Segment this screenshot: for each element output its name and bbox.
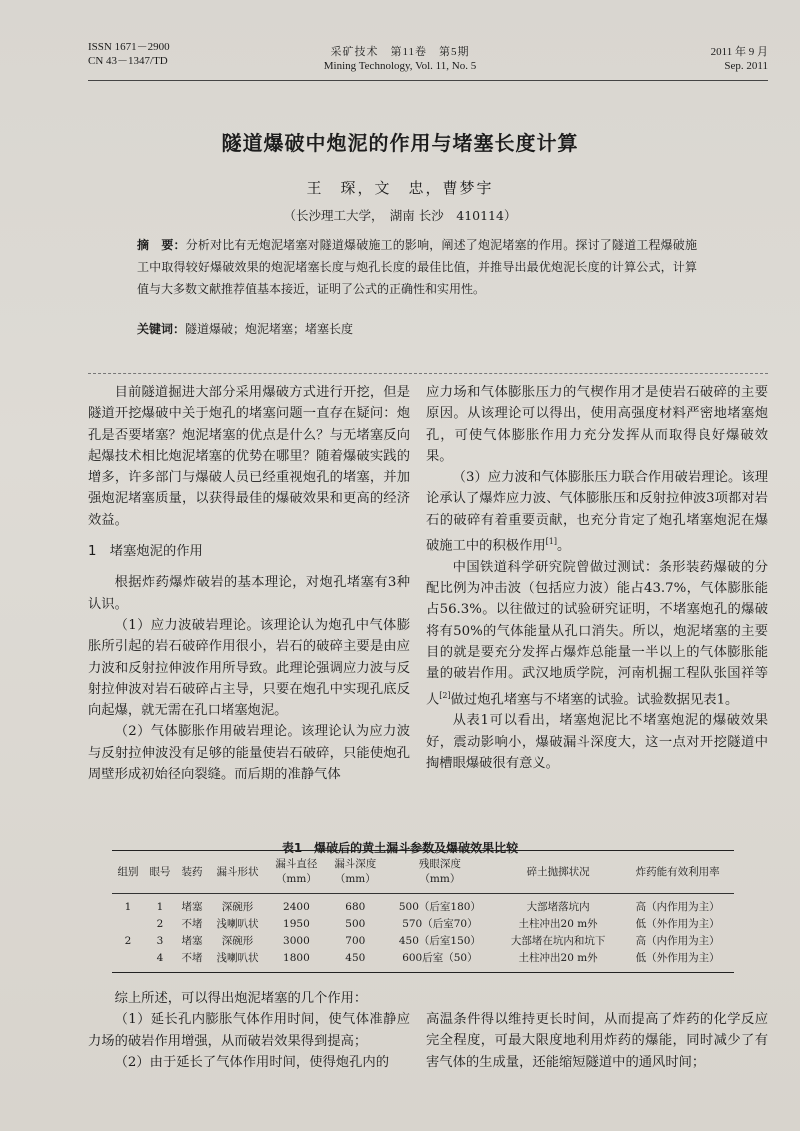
cell-residual: 600后室（50） bbox=[402, 952, 478, 964]
cell-efficiency: 高（内作用为主） bbox=[635, 901, 720, 913]
col-header-group: 组别 bbox=[112, 851, 144, 894]
paper-affiliation: （长沙理工大学， 湖南 长沙 410114） bbox=[283, 208, 517, 223]
abstract-text: 分析对比有无炮泥堵塞对隧道爆破施工的影响，阐述了炮泥堵塞的作用。探讨了隧道工程爆破施工中取得较好爆破效果的炮泥堵塞长度与炮孔长度的最佳比值，并推导出最优炮泥长度的计算公式，计算值与大多数文献推荐值基本接近，证明了公式的正确性和实用性。 bbox=[137, 238, 697, 296]
col-header-shape: 漏斗形状 bbox=[208, 851, 267, 894]
col-header-diameter-unit: （mm） bbox=[275, 873, 317, 885]
cell-throw: 大部堵在坑内和坑下 bbox=[510, 935, 606, 947]
cell-charge: 堵塞 bbox=[181, 901, 203, 913]
cell-depth: 700 bbox=[345, 935, 366, 947]
col-header-charge: 装药 bbox=[176, 851, 208, 894]
table-header-row bbox=[112, 851, 734, 894]
cell-diameter: 1800 bbox=[283, 952, 310, 964]
cell-efficiency: 低（外作用为主） bbox=[635, 952, 720, 964]
cell-hole: 3 bbox=[156, 935, 164, 947]
paragraph-text: 中国铁道科学研究院曾做过测试：条形装药爆破的分配比例为冲击波（包括应力波）能占43.7%，气体膨胀能占56.3%。以往做过的试验研究证明，不堵塞炮孔的爆破将有50%的气体能量从孔口消失。所以，炮泥堵塞的主要目的就是要充分发挥占爆炸总能量一半以上的气体膨胀能量的破岩作用。武汉地质学院，河南机掘工程队张国祥等人 bbox=[426, 559, 768, 707]
paragraph: 综上所述，可以得出炮泥堵塞的几个作用： bbox=[114, 991, 368, 1006]
paragraph: （2）由于延长了气体作用时间，使得炮孔内的 bbox=[114, 1054, 389, 1070]
cell-shape: 深碗形 bbox=[221, 901, 254, 913]
cell-hole: 2 bbox=[156, 918, 164, 930]
cell-throw: 大部堵落坑内 bbox=[526, 901, 590, 913]
paper-title: 隧道爆破中炮泥的作用与堵塞长度计算 bbox=[221, 131, 579, 155]
cell-diameter: 3000 bbox=[283, 935, 310, 947]
cell-charge: 堵塞 bbox=[181, 935, 203, 947]
col-header-throw: 碎土抛掷状况 bbox=[495, 851, 621, 894]
abstract-label: 摘 要： bbox=[137, 238, 186, 252]
data-table bbox=[112, 850, 734, 973]
bottom-right-column bbox=[426, 1009, 768, 1073]
cell-group: 1 bbox=[124, 901, 132, 913]
cell-hole: 1 bbox=[156, 901, 164, 913]
issn: ISSN 1671－2900 bbox=[88, 41, 170, 53]
keywords-text: 隧道爆破；炮泥堵塞；堵塞长度 bbox=[185, 322, 354, 336]
cell-diameter: 1950 bbox=[283, 918, 310, 930]
col-header-efficiency: 炸药能有效利用率 bbox=[621, 851, 734, 894]
paragraph-end: 做过炮孔堵塞与不堵塞的试验。试验数据见表1。 bbox=[450, 692, 739, 707]
cell-efficiency: 高（内作用为主） bbox=[635, 935, 720, 947]
date-block bbox=[660, 45, 768, 73]
col-header-diameter-label: 漏斗直径 bbox=[275, 858, 318, 870]
col-header-depth-label: 漏斗深度 bbox=[334, 858, 377, 870]
paragraph-text: （3）应力波和气体膨胀压力联合作用破岩理论。该理论承认了爆炸应力波、气体膨胀压和反射拉伸波3项都对岩石的破碎有着重要贡献，也充分肯定了炮孔堵塞炮泥在爆破施工中的积极作用 bbox=[426, 470, 768, 554]
bottom-left-column bbox=[88, 988, 410, 1073]
cell-shape: 浅喇叭状 bbox=[216, 918, 259, 930]
keywords-label: 关键词： bbox=[137, 322, 186, 336]
col-header-depth bbox=[326, 851, 385, 894]
paragraph: 从表1可以看出，堵塞炮泥比不堵塞炮泥的爆破效果好，震动影响小，爆破漏斗深度大，这一点对开挖隧道中掏槽眼爆破很有意义。 bbox=[426, 713, 768, 771]
cell-shape: 深碗形 bbox=[221, 935, 254, 947]
cell-charge: 不堵 bbox=[181, 918, 203, 930]
cell-group bbox=[112, 916, 144, 933]
paragraph: 高温条件得以维持更长时间，从而提高了炸药的化学反应完全程度，可最大限度地利用炸药的爆能，同时减少了有害气体的生成量，还能缩短隧道中的通风时间； bbox=[426, 1012, 768, 1070]
table-row bbox=[112, 950, 734, 973]
abstract bbox=[137, 234, 697, 300]
date-en: Sep. 2011 bbox=[724, 60, 768, 72]
table-row bbox=[112, 916, 734, 933]
table-row bbox=[112, 933, 734, 950]
cell-depth: 500 bbox=[345, 918, 366, 930]
abstract-separator bbox=[88, 373, 768, 374]
cell-residual: 450（后室150） bbox=[398, 935, 481, 947]
paragraph bbox=[426, 557, 768, 711]
paper-authors: 王 琛，文 忠，曹梦宇 bbox=[306, 179, 494, 197]
cell-diameter: 2400 bbox=[283, 901, 310, 913]
citation-ref[interactable]: [1] bbox=[545, 537, 558, 547]
cell-residual: 500（后室180） bbox=[398, 901, 481, 913]
paragraph bbox=[426, 467, 768, 557]
cell-group: 2 bbox=[124, 935, 132, 947]
cn-number: CN 43－1347/TD bbox=[88, 55, 168, 67]
col-header-diameter bbox=[267, 851, 326, 894]
paragraph: 根据炸药爆炸破岩的基本理论，对炮孔堵塞有3种认识。 bbox=[88, 575, 410, 612]
right-column bbox=[426, 382, 768, 774]
journal-name-cn: 采矿技术 第11卷 第5期 bbox=[330, 46, 470, 58]
paragraph: （1）应力波破岩理论。该理论认为炮孔中气体膨胀所引起的岩石破碎作用很小，岩石的破碎主要是由应力波和反射拉伸波作用所导致。此理论强调应力波与反射拉伸波对岩石破碎占主导，只要在炮孔中实现孔底反向起爆，就无需在孔口堵塞炮泥。 bbox=[88, 617, 410, 719]
date-cn: 2011 年 9 月 bbox=[710, 46, 768, 58]
paragraph: （2）气体膨胀作用破岩理论。该理论认为应力波与反射拉伸波没有足够的能量使岩石破碎，只能使炮孔周壁形成初始径向裂缝。而后期的准静气体 bbox=[88, 724, 410, 783]
cell-throw: 土柱冲出20 m外 bbox=[518, 918, 598, 930]
table-caption: 表1 爆破后的黄土漏斗参数及爆破效果比较 bbox=[281, 841, 519, 855]
cell-group bbox=[112, 950, 144, 973]
left-column bbox=[88, 382, 410, 785]
header-rule bbox=[88, 80, 768, 81]
cell-shape: 浅喇叭状 bbox=[216, 952, 259, 964]
cell-hole: 4 bbox=[156, 952, 164, 964]
keywords bbox=[137, 320, 697, 337]
cell-depth: 450 bbox=[345, 952, 366, 964]
col-header-residual-unit: （mm） bbox=[419, 873, 461, 885]
cell-charge: 不堵 bbox=[181, 952, 203, 964]
paragraph: 应力场和气体膨胀压力的气楔作用才是使岩石破碎的主要原因。从该理论可以得出，使用高强度材料严密地堵塞炮孔，可使气体膨胀作用力充分发挥从而取得良好爆破效果。 bbox=[426, 385, 768, 464]
journal-name-en: Mining Technology, Vol. 11, No. 5 bbox=[323, 60, 477, 72]
col-header-depth-unit: （mm） bbox=[334, 873, 376, 885]
cell-throw: 土柱冲出20 m外 bbox=[518, 952, 598, 964]
paragraph: 目前隧道掘进大部分采用爆破方式进行开挖，但是隧道开挖爆破中关于炮孔的堵塞问题一直存在疑问：炮孔是否要堵塞？炮泥堵塞的优点是什么？与无堵塞反向起爆技术相比炮泥堵塞的优势在哪里？随着爆破实践的增多，许多部门与爆破人员已经重视炮孔的堵塞，并加强炮泥堵塞质量，以获得最佳的爆破效果和更高的经济效益。 bbox=[88, 385, 410, 528]
cell-depth: 680 bbox=[345, 901, 366, 913]
paragraph: （1）延长孔内膨胀气体作用时间，使气体准静应力场的破岩作用增强，从而破岩效果得到提高； bbox=[88, 1012, 410, 1049]
paragraph-end: 。 bbox=[557, 538, 571, 554]
citation-ref[interactable]: [2] bbox=[439, 690, 451, 700]
cell-efficiency: 低（外作用为主） bbox=[635, 918, 720, 930]
col-header-residual-label: 残眼深度 bbox=[418, 858, 461, 870]
col-header-hole: 眼号 bbox=[144, 851, 176, 894]
cell-residual: 570（后室70） bbox=[402, 918, 478, 930]
col-header-residual bbox=[385, 851, 495, 894]
table-row bbox=[112, 894, 734, 917]
section-heading: 1 堵塞炮泥的作用 bbox=[88, 544, 203, 560]
